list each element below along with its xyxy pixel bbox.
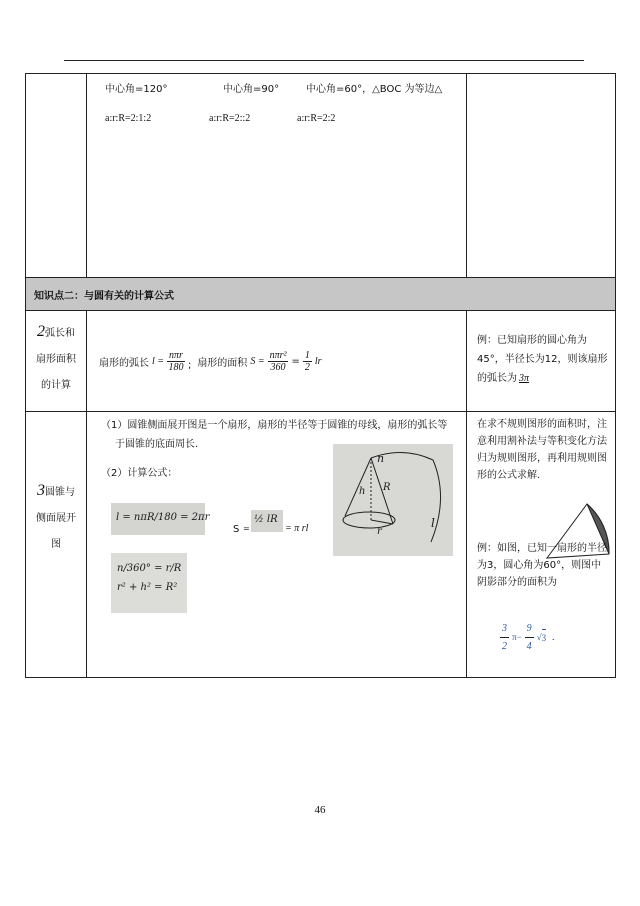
row3-right-text2: 例：如图，已知一扇形的半径为3，圆心角为60°，则图中阴影部分的面积为 [477, 543, 607, 588]
area-text: 扇形的面积 [197, 357, 248, 369]
half-den: 2 [304, 361, 310, 373]
section-row [26, 278, 616, 311]
row3-label-line2: 侧面展开 [36, 513, 76, 524]
table-row [26, 311, 616, 412]
ratio-1: a:r:R=2:1:2 [105, 113, 152, 124]
cone-label-R: R [383, 482, 391, 493]
cone-label-r: r [377, 526, 382, 537]
row2-example-text: 例：已知扇形的圆心角为45°，半径长为12，则该扇形的弧长为 [477, 335, 608, 384]
page-number: 46 [314, 804, 326, 816]
row3-center [87, 412, 467, 678]
formula-photo-1 [111, 503, 210, 535]
row2-example [467, 311, 616, 412]
formula-mid: = [243, 524, 250, 533]
cone-item2: （2）计算公式： [101, 468, 178, 479]
cone-drawing [333, 444, 453, 556]
separator: ; [187, 359, 192, 371]
row3-num: 3 [37, 482, 45, 499]
row2-label-line3: 的计算 [41, 380, 71, 391]
ratio-2: a:r:R=2::2 [209, 113, 251, 124]
formula-photo-2 [251, 510, 283, 532]
formula-hand-1: l = nπR/180 = 2πr [116, 512, 210, 523]
row2-label [26, 311, 87, 412]
ans-root: 3 [542, 629, 547, 647]
row2-label-line1: 弧长和 [45, 328, 75, 339]
ans-pi: π [512, 632, 517, 642]
ans-num1: 3 [500, 620, 509, 638]
half-fraction [303, 350, 312, 373]
section-title: 知识点二：与圆有关的计算公式 [26, 278, 616, 311]
equals: = [291, 355, 300, 367]
area-num: nπr² [269, 349, 287, 361]
row2-label-line2: 扇形面积 [36, 354, 76, 365]
arc-fraction [167, 350, 185, 373]
table-row [26, 412, 616, 678]
header-rule [64, 60, 584, 61]
row3-right-text1: 在求不规则图形的面积时，注意利用割补法与等积变化方法归为规则图形，再利用规则图形的公式求解. [477, 419, 607, 481]
row3-label-line1: 圆锥与 [45, 487, 75, 498]
arc-lhs: l = [152, 355, 165, 367]
row2-formulas [87, 311, 467, 412]
ans-num2: 9 [525, 620, 534, 638]
half-tail: lr [314, 355, 322, 367]
half-num: 1 [304, 349, 310, 361]
cone-label-n: n [377, 452, 385, 465]
row2-num: 2 [37, 323, 45, 340]
ans-den1: 2 [502, 641, 507, 652]
cone-photo [333, 444, 453, 556]
row1-center [87, 74, 467, 278]
cone-label-l: l [431, 516, 435, 530]
formula-hand-3b: r² + h² = R² [117, 582, 178, 593]
angle-60: 中心角=60°，△BOC 为等边△ [306, 84, 443, 95]
area-fraction [268, 350, 289, 373]
formula-tail: = π rl [285, 523, 309, 534]
formula-hand-3a: n/360° = r/R [117, 563, 182, 574]
row2-answer: 3π [519, 373, 530, 384]
angle-120: 中心角=120° [105, 84, 168, 95]
arc-den: 180 [168, 361, 184, 373]
content-table [25, 73, 616, 678]
table-row [26, 74, 616, 278]
ratio-3: a:r:R=2:2 [297, 113, 336, 124]
cone-item1: （1）圆锥侧面展开图是一个扇形，扇形的半径等于圆锥的母线，扇形的弧长等于圆锥的底面周长. [101, 420, 448, 450]
formula-photo-3 [111, 553, 187, 613]
row1-left [26, 74, 87, 278]
formula-hand-2: ½ lR [254, 514, 278, 525]
area-lhs: S = [250, 355, 265, 367]
shaded-area-answer: $\frac{3}{2}$ π − $\frac{9}{4}$ √ 3 . [497, 620, 554, 655]
ans-den2: 4 [526, 641, 532, 652]
row3-label-line3: 图 [51, 539, 61, 550]
row1-right [467, 74, 616, 278]
arc-num: nπr [169, 349, 183, 361]
formula-s: S [233, 524, 240, 535]
arc-text: 扇形的弧长 [99, 357, 149, 369]
cone-label-h: h [359, 486, 366, 497]
row3-label [26, 412, 87, 678]
row3-right [467, 412, 616, 678]
angle-90: 中心角=90° [223, 84, 280, 95]
area-den: 360 [270, 361, 286, 373]
